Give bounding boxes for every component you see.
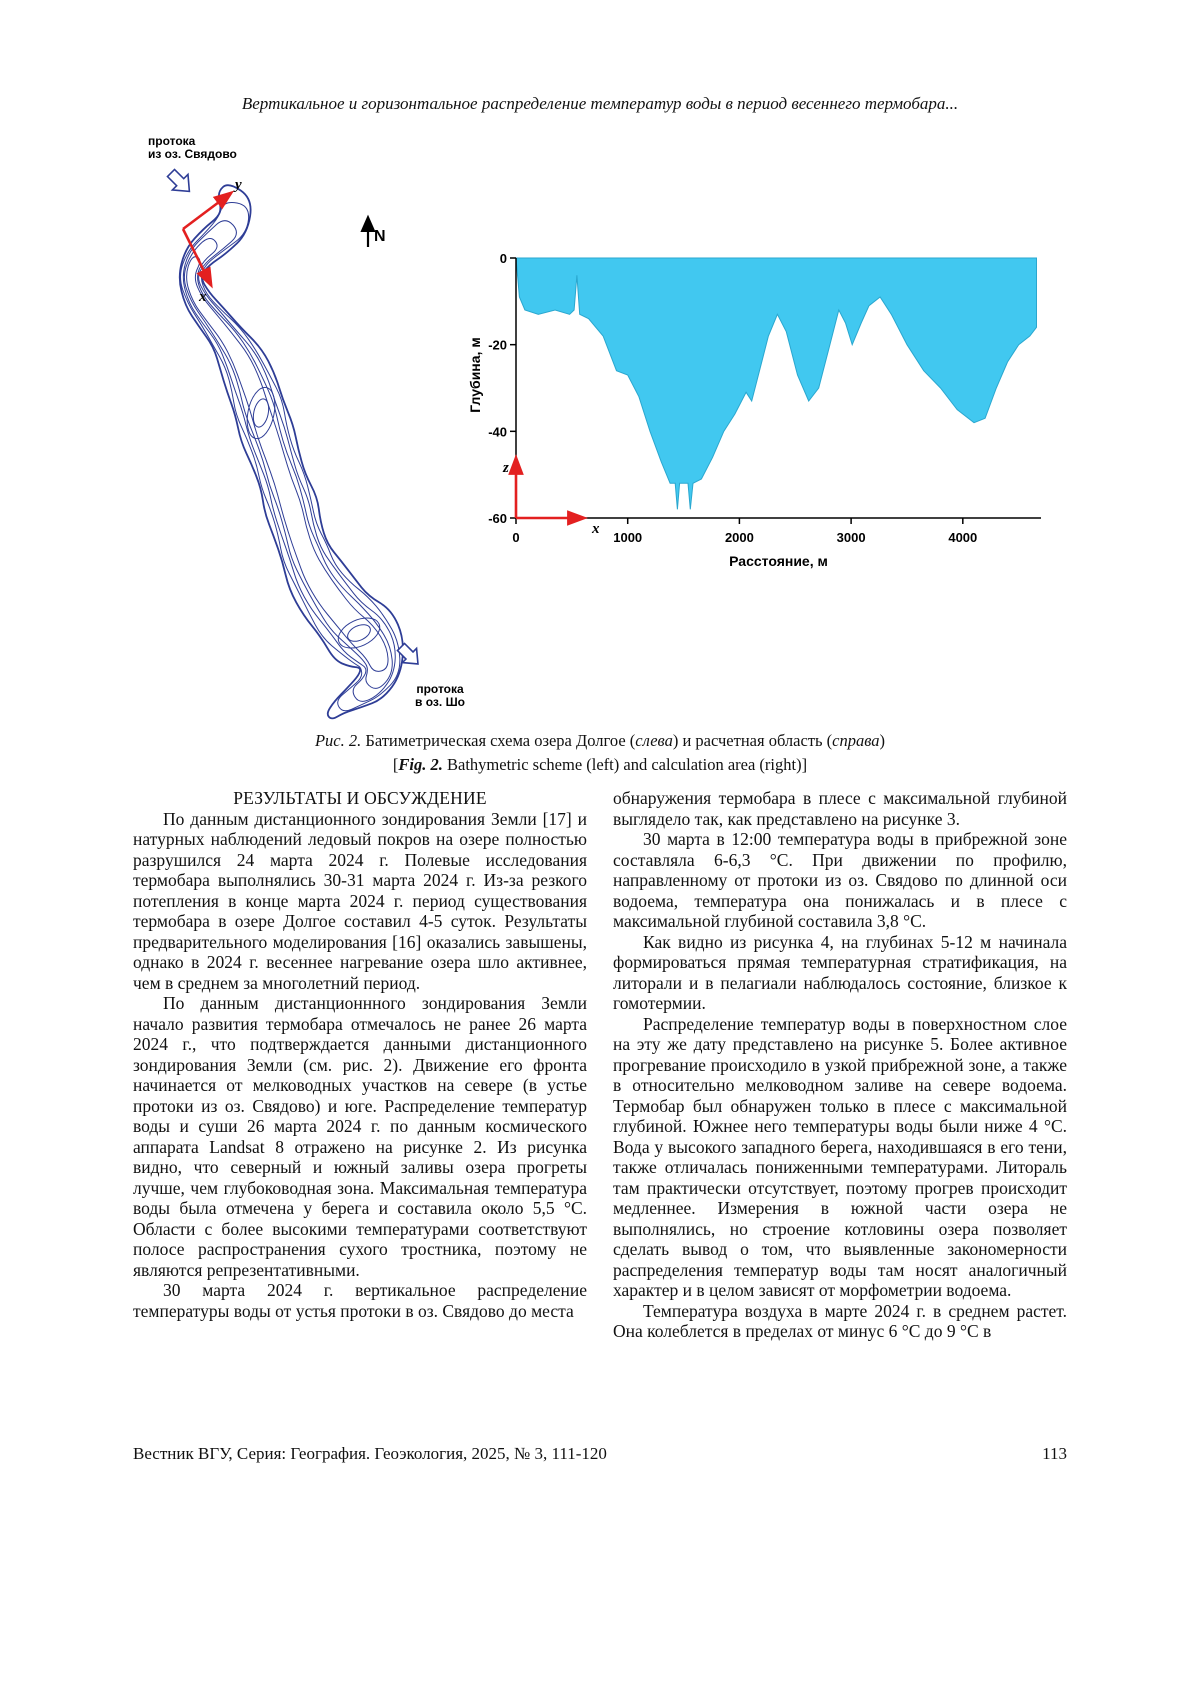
left-column xyxy=(133,788,587,1342)
caption-segment: [ xyxy=(392,755,399,774)
caption-segment: Fig. 2. xyxy=(398,755,443,774)
figure-caption-line2 xyxy=(0,753,1200,777)
caption-segment: Рис. 2. xyxy=(314,731,362,750)
caption-segment: Батиметрическая схема озера Долгое ( xyxy=(361,731,636,750)
north-label: N xyxy=(374,228,386,245)
page-footer xyxy=(133,1444,1067,1464)
x-tick-label: 2000 xyxy=(724,530,754,545)
x-axis-title: Расстояние, м xyxy=(729,553,828,569)
right-column xyxy=(613,788,1067,1342)
lake-overlay xyxy=(163,165,425,671)
paragraph: 30 марта в 12:00 температура воды в прибрежной зоне составляла 6-6,3 °С. При движении по профилю, направленному от протоки из оз. Свядово по длинной оси водоема, температура она понижалась и в плесе с максимальной глубиной составила 3,8 °С. xyxy=(613,829,1067,931)
y-axis-title: Глубина, м xyxy=(467,337,483,413)
map-axis-y-label: y xyxy=(235,177,242,193)
paragraph: обнаружения термобара в плесе с максимальной глубиной выглядело так, как представлено на рисунке 3. xyxy=(613,788,1067,829)
y-tick-label: -60 xyxy=(488,511,507,526)
x-tick-label: 1000 xyxy=(613,530,643,545)
paragraph: Распределение температур воды в поверхностном слое на эту же дату представлено на рисунке 5. Более активное прогревание происходило в узкой прибрежной зоне, а также в относительно мелководном заливе на севере водоема. Термобар был обнаружен только в плесе с максимальной глубиной. Южнее него температуры воды были ниже 4 °С. Вода у высокого западного берега, находившаяся в его тени, также отличалась пониженными температурами. Литораль там практически отсутствует, поэтому прогрев происходит медленнее. Измерения в южной части озера не выполнялись, но строение котловины озера позволяет сделать вывод о том, что выявленные закономерности распределения температур воды там носят аналогичный характер и в целом зависят от морфометрии водоема. xyxy=(613,1013,1067,1300)
y-tick-label: -40 xyxy=(488,424,507,440)
paragraph: Как видно из рисунка 4, на глубинах 5-12 м начинала формироваться прямая температурная стратификация, на литорали и в пелагиали наблюдалось состояние, близкое к гомотермии. xyxy=(613,931,1067,1013)
caption-segment: справа xyxy=(832,731,880,750)
profile-chart-svg xyxy=(466,246,1066,586)
footer-journal: Вестник ВГУ, Серия: География. Геоэкология, 2025, № 3, 111-120 xyxy=(133,1444,607,1463)
lake-contour xyxy=(187,257,388,672)
origin-z-label: z xyxy=(503,460,509,476)
lake-contour xyxy=(181,202,400,710)
paragraph: Температура воздуха в марте 2024 г. в среднем растет. Она колеблется в пределах от минус 6 °С до 9 °С в xyxy=(613,1300,1067,1341)
inflow-label: протока из оз. Свядово xyxy=(148,134,237,161)
paragraph: 30 марта 2024 г. вертикальное распределение температуры воды от устья протоки в оз. Свядово до места xyxy=(133,1280,587,1321)
outflow-label: протока в оз. Шо xyxy=(415,682,465,709)
depth-profile-area xyxy=(516,258,1037,509)
x-tick-label: 4000 xyxy=(948,530,978,545)
y-tick-label: -20 xyxy=(488,337,507,353)
map-axis-x-label: x xyxy=(199,289,207,305)
caption-segment: Bathymetric scheme (left) and calculation area (right)] xyxy=(442,755,808,774)
footer-page-number: 113 xyxy=(1042,1444,1067,1463)
running-head: Вертикальное и горизонтальное распределение температур воды в период весеннего термобара... xyxy=(241,94,959,113)
x-tick-label: 0 xyxy=(512,530,520,545)
paragraph: По данным дистанционного зондирования Земли [17] и натурных наблюдений ледовый покров на озере полностью разрушился 24 марта 2024 г. Полевые исследования термобара выполнялись 30-31 марта 2024 г. Из-за резкого потепления в конце марта 2024 г. период существования термобара в озере Долгое составил 4-5 суток. Результаты предварительного моделирования [16] оказались завышены, однако в 2024 г. весеннее нагревание озера шло активнее, чем в среднем за многолетний период. xyxy=(133,808,587,993)
paragraph: По данным дистанционнного зондирования Земли начало развития термобара отмечалось не ранее 26 марта 2024 г., что подтверждается данными дистанционного зондирования Земли (см. рис. 2). Движение его фронта начинается от мелководных участков на севере (в устье протоки из оз. Свядово) и юге. Распределение температур воды и суши 26 марта 2024 г. по данным космического аппарата Landsat 8 отражено на рисунке 2. Из рисунка видно, что северный и южный заливы озера прогреты лучше, чем глубоководная зона. Максимальная температура воды была отмечена у берега и составила около 5,5 °С. Области с более высокими температурами соответствуют полосе распространения сухого тростника, поэтому не являются репрезентативными. xyxy=(133,993,587,1280)
caption-segment: слева xyxy=(635,731,673,750)
x-tick-label: 3000 xyxy=(836,530,866,545)
figure-caption-line1 xyxy=(0,729,1200,753)
figure-caption xyxy=(0,729,1200,777)
lake-map-svg xyxy=(145,145,455,730)
body-text xyxy=(133,788,1067,1342)
caption-segment: ) xyxy=(879,731,886,750)
y-tick-label: 0 xyxy=(499,251,507,266)
figure-2 xyxy=(130,135,1080,735)
origin-x-label: x xyxy=(592,521,600,537)
lake-contours xyxy=(180,185,403,718)
results-heading: РЕЗУЛЬТАТЫ И ОБСУЖДЕНИЕ xyxy=(233,788,487,808)
caption-segment: ) и расчетная область ( xyxy=(672,731,833,750)
map-axis-y-arrow xyxy=(183,193,231,229)
inflow-arrow-icon xyxy=(163,165,197,199)
lake-contour xyxy=(183,221,395,702)
outflow-arrow-icon xyxy=(394,640,425,671)
map-axis-x-arrow xyxy=(183,229,211,285)
